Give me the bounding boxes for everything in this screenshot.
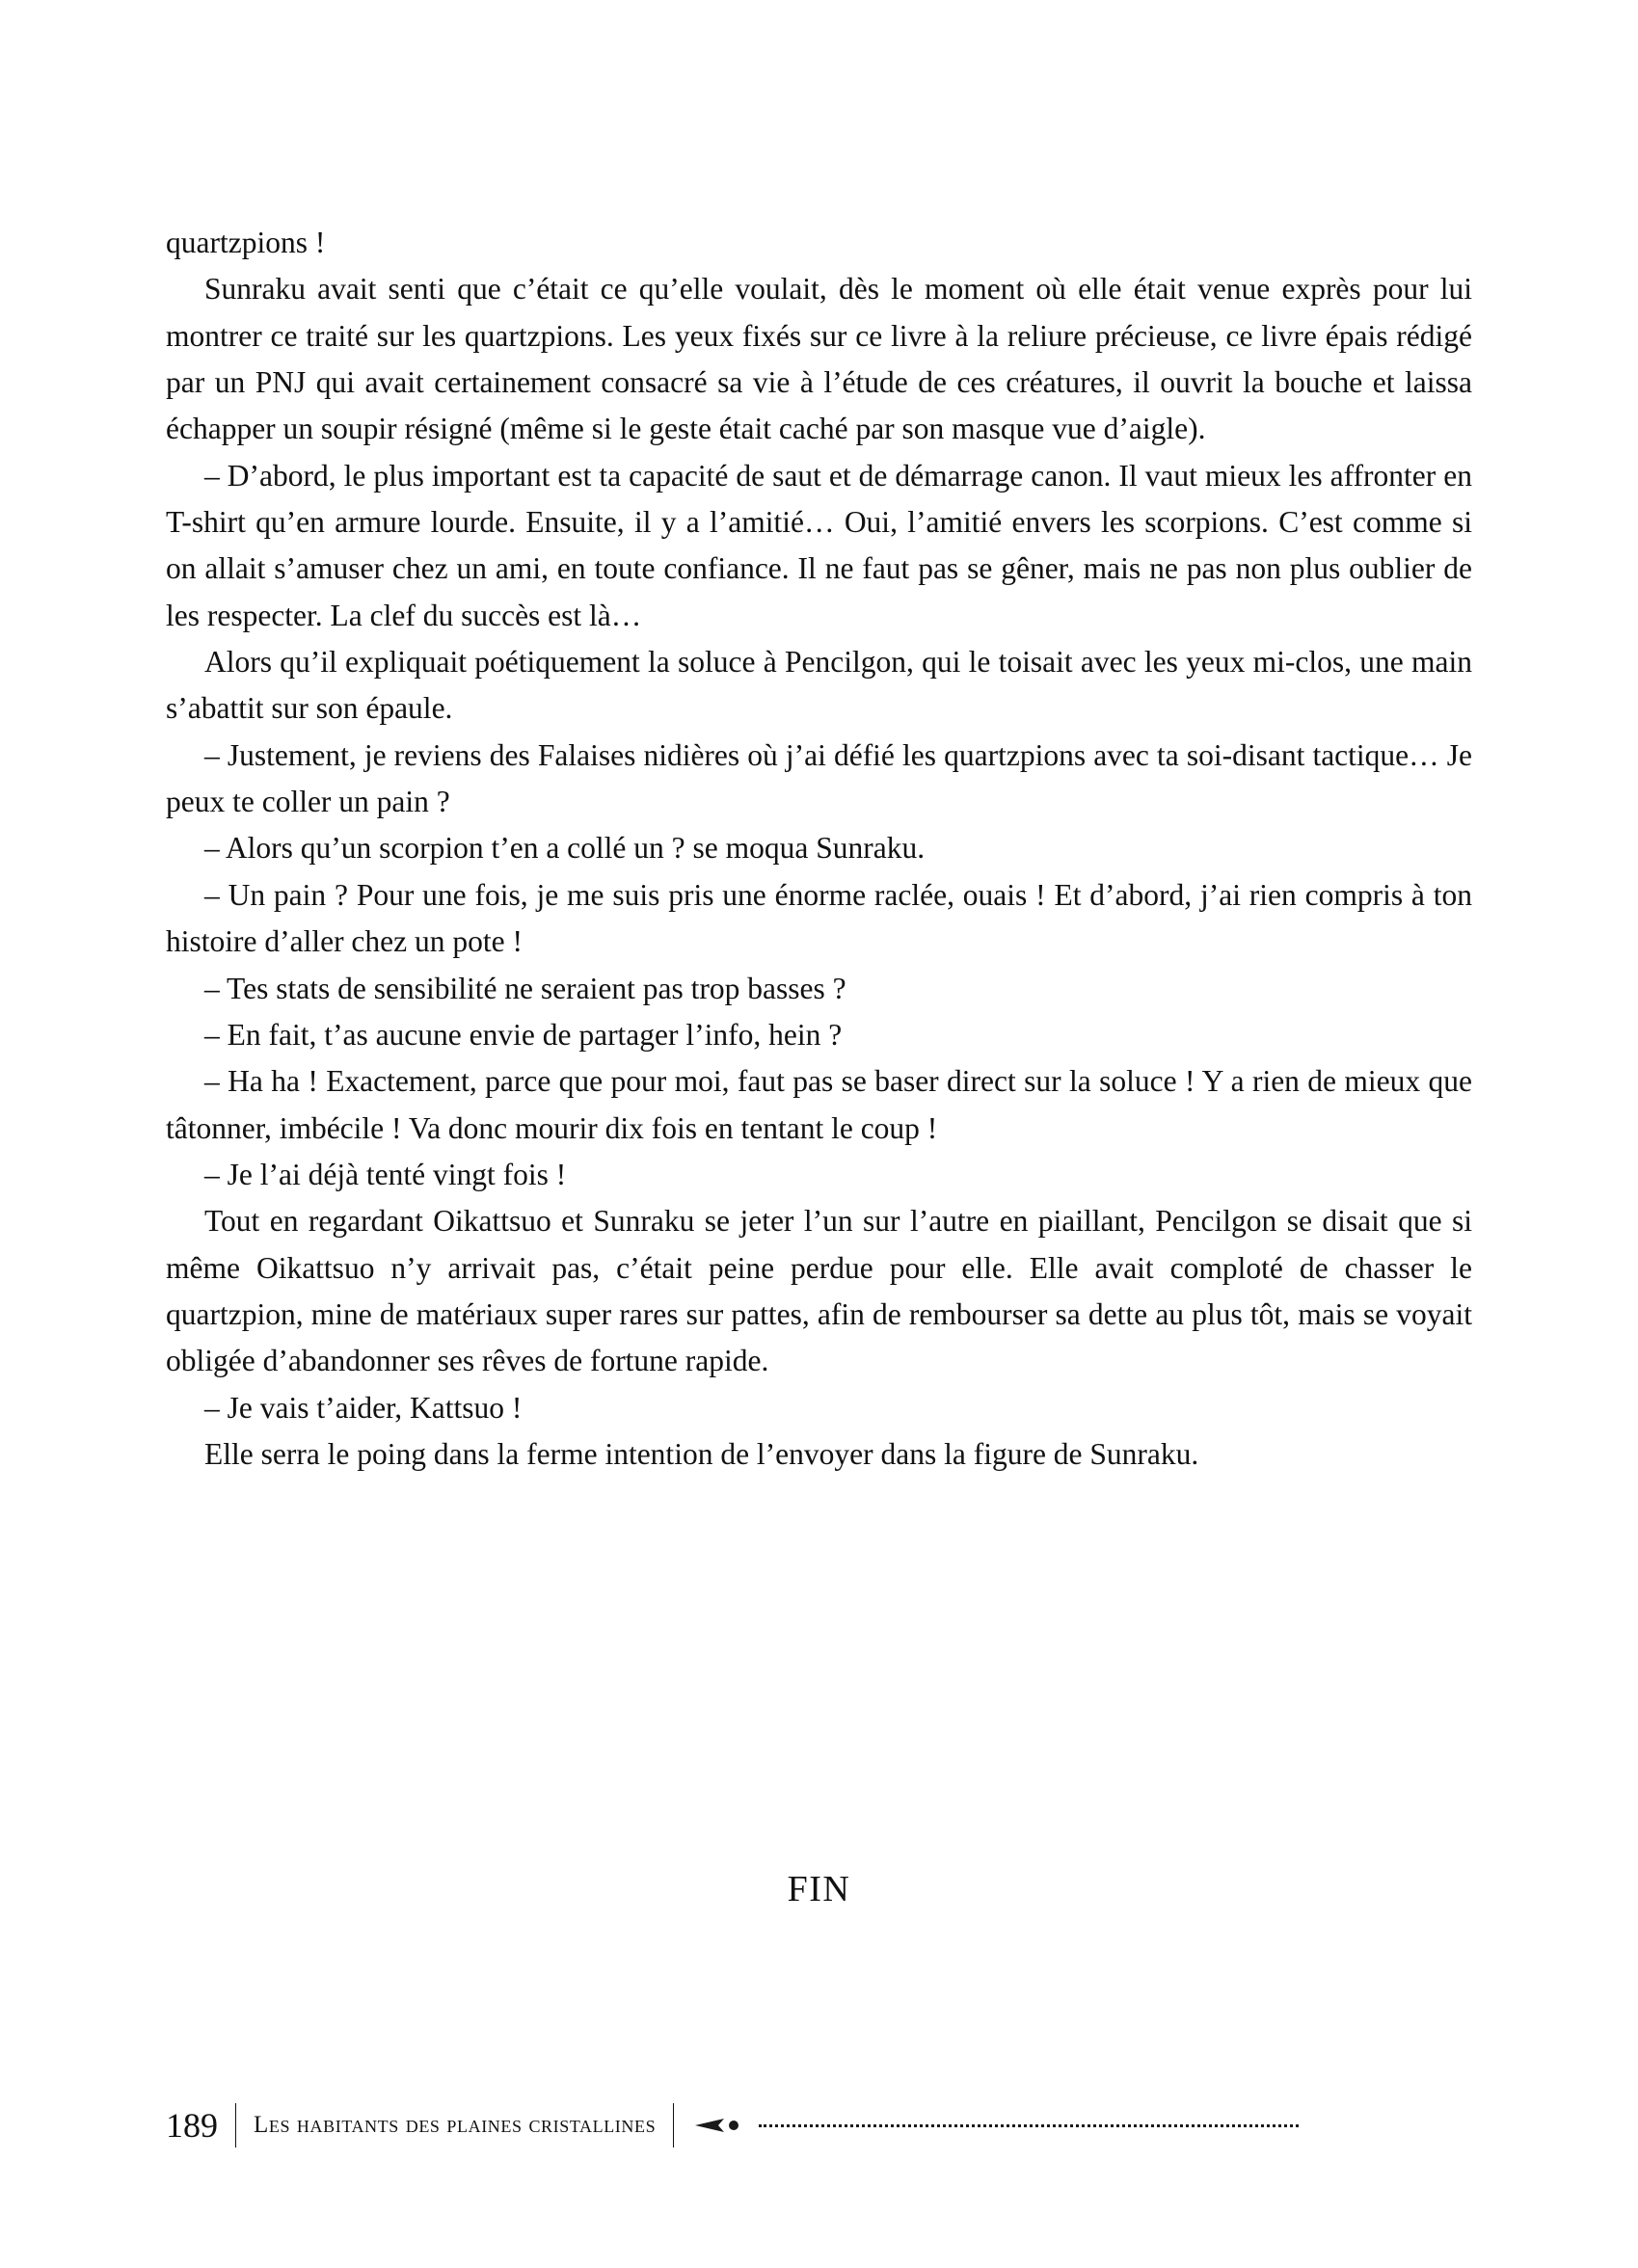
page-footer [166,2096,1477,2154]
arrow-icon [695,2116,755,2135]
paragraph: Sunraku avait senti que c’était ce qu’elle voulait, dès le moment où elle était venue exprès pour lui montrer ce traité sur les quartzpions. Les yeux fixés sur ce livre à la reliure précieuse, ce livre épais rédigé par un PNJ qui avait certainement consacré sa vie à l’étude de ces créatures, il ouvrit la bouche et laissa échapper un soupir résigné (même si le geste était caché par son masque vue d’aigle). [166,272,1472,446]
paragraph: – Un pain ? Pour une fois, je me suis pris une énorme raclée, ouais ! Et d’abord, j’ai rien compris à ton histoire d’aller chez un pote ! [166,877,1472,959]
paragraph: – Ha ha ! Exactement, parce que pour moi, faut pas se baser direct sur la soluce ! Y a rien de mieux que tâtonner, imbécile ! Va donc mourir dix fois en tentant le coup ! [166,1064,1472,1145]
body-text-column [166,220,1472,1909]
paragraph: Alors qu’il expliquait poétiquement la soluce à Pencilgon, qui le toisait avec les yeux mi-clos, une main s’abattit sur son épaule. [166,645,1472,726]
end-mark: FIN [787,1869,851,1909]
paragraph: – Justement, je reviens des Falaises nidières où j’ai défié les quartzpions avec ta soi-disant tactique… Je peux te coller un pain ? [166,737,1472,819]
paragraph: – Alors qu’un scorpion t’en a collé un ? se moqua Sunraku. [204,831,926,866]
paragraph: Tout en regardant Oikattsuo et Sunraku se jeter l’un sur l’autre en piaillant, Pencilgon se disait que si même Oikattsuo n’y arrivait pas, c’était peine perdue pour elle. Elle avait comploté de chasser le quartzpion, mine de matériaux super rares sur pattes, afin de rembourser sa dette au plus tôt, mais se voyait obligée d’abandonner ses rêves de fortune rapide. [166,1204,1472,1378]
paragraph: – Je vais t’aider, Kattsuo ! [204,1390,523,1425]
paragraph: – Tes stats de sensibilité ne seraient pas trop basses ? [204,971,846,1005]
running-title: Les habitants des plaines cristallines [254,2112,657,2138]
footer-divider [235,2103,236,2148]
paragraph: – Je l’ai déjà tenté vingt fois ! [204,1157,567,1191]
dotted-rule [759,2124,1299,2127]
page-number: 189 [166,2106,218,2145]
paragraph: – En fait, t’as aucune envie de partager l’info, hein ? [204,1017,843,1052]
paragraph: quartzpions ! [166,226,326,259]
footer-divider-2 [673,2103,674,2148]
footer-ornament [695,2116,1477,2135]
paragraph: Elle serra le poing dans la ferme intention de l’envoyer dans la figure de Sunraku. [204,1436,1199,1471]
paragraph: – D’abord, le plus important est ta capacité de saut et de démarrage canon. Il vaut mieux les affronter en T-shirt qu’en armure lourde. Ensuite, il y a l’amitié… Oui, l’amitié envers les scorpions. C’est comme si on allait s’amuser chez un ami, en toute confiance. Il ne faut pas se gêner, mais ne pas non plus oublier de les respecter. La clef du succès est là… [166,458,1472,632]
